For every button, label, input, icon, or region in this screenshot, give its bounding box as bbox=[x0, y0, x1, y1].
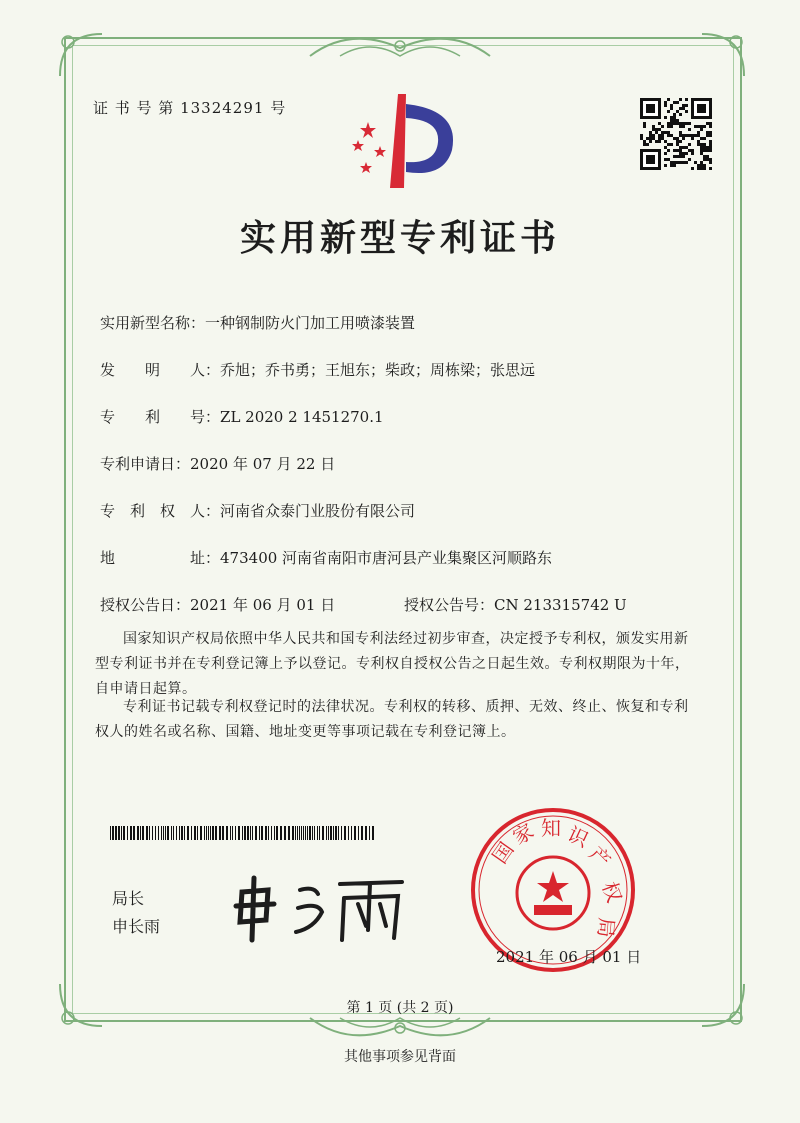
inventors-field bbox=[100, 359, 535, 380]
svg-text:局: 局 bbox=[593, 916, 619, 939]
seal-date: 2021 年 06 月 01 日 bbox=[496, 948, 642, 966]
inventors-label: 发 明 人： bbox=[100, 361, 221, 379]
patent-number-label: 专 利 号： bbox=[100, 408, 221, 426]
grant-date-label: 授权公告日： bbox=[100, 596, 191, 614]
filing-date-field bbox=[100, 453, 335, 474]
grant-number-label: 授权公告号： bbox=[404, 596, 495, 614]
grant-date-field bbox=[100, 594, 335, 615]
barcode-icon bbox=[110, 826, 380, 840]
top-ornament bbox=[300, 26, 500, 66]
corner-ornament-tr bbox=[692, 26, 752, 86]
svg-text:产: 产 bbox=[584, 841, 616, 873]
grant-date-value: 2021 年 06 月 01 日 bbox=[190, 596, 336, 614]
inventors-value: 乔旭；乔书勇；王旭东；柴政；周栋梁；张思远 bbox=[220, 361, 536, 379]
patent-office-logo-icon bbox=[340, 92, 470, 192]
grant-number-field bbox=[404, 594, 627, 615]
patentee-field bbox=[100, 500, 415, 521]
corner-ornament-tl bbox=[52, 26, 112, 86]
page-title: 实用新型专利证书 bbox=[239, 217, 560, 259]
director-name: 申长雨 bbox=[112, 917, 161, 936]
patentee-value: 河南省众泰门业股份有限公司 bbox=[220, 502, 416, 520]
patent-number-value: ZL 2020 2 1451270.1 bbox=[220, 408, 384, 426]
utility-name-label: 实用新型名称： bbox=[100, 314, 206, 332]
svg-text:权: 权 bbox=[597, 878, 627, 906]
filing-date-value: 2020 年 07 月 22 日 bbox=[190, 455, 336, 473]
address-value: 473400 河南省南阳市唐河县产业集聚区河顺路东 bbox=[220, 549, 553, 567]
legal-paragraph-2: 专利证书记载专利权登记时的法律状况。专利权的转移、质押、无效、终止、恢复和专利权人的姓名或名称、国籍、地址变更等事项记载在专利登记簿上。 bbox=[95, 699, 689, 740]
patentee-label: 专 利 权 人： bbox=[100, 502, 221, 520]
page-number: 第 1 页 (共 2 页) bbox=[346, 1000, 454, 1016]
address-field bbox=[100, 547, 552, 568]
certificate-number: 证 书 号 第 13324291 号 bbox=[93, 99, 287, 117]
signature-icon bbox=[222, 868, 412, 948]
svg-text:家: 家 bbox=[508, 818, 538, 850]
qr-code-icon bbox=[640, 98, 712, 170]
filing-date-label: 专利申请日： bbox=[100, 455, 191, 473]
svg-text:知: 知 bbox=[541, 816, 561, 840]
patent-number-field bbox=[100, 406, 384, 427]
director-title: 局长 bbox=[112, 889, 145, 908]
svg-text:识: 识 bbox=[563, 821, 593, 852]
utility-name-field bbox=[100, 312, 415, 333]
utility-name-value: 一种钢制防火门加工用喷漆装置 bbox=[205, 314, 416, 332]
legal-paragraph-1: 国家知识产权局依照中华人民共和国专利法经过初步审查，决定授予专利权，颁发实用新型专利证书并在专利登记簿上予以登记。专利权自授权公告之日起生效。专利权期限为十年，自申请日起算。 bbox=[95, 631, 690, 697]
svg-text:国: 国 bbox=[487, 837, 519, 868]
footer-note: 其他事项参见背面 bbox=[344, 1049, 456, 1065]
address-label: 地 址： bbox=[100, 549, 221, 567]
grant-number-value: CN 213315742 U bbox=[494, 596, 627, 614]
